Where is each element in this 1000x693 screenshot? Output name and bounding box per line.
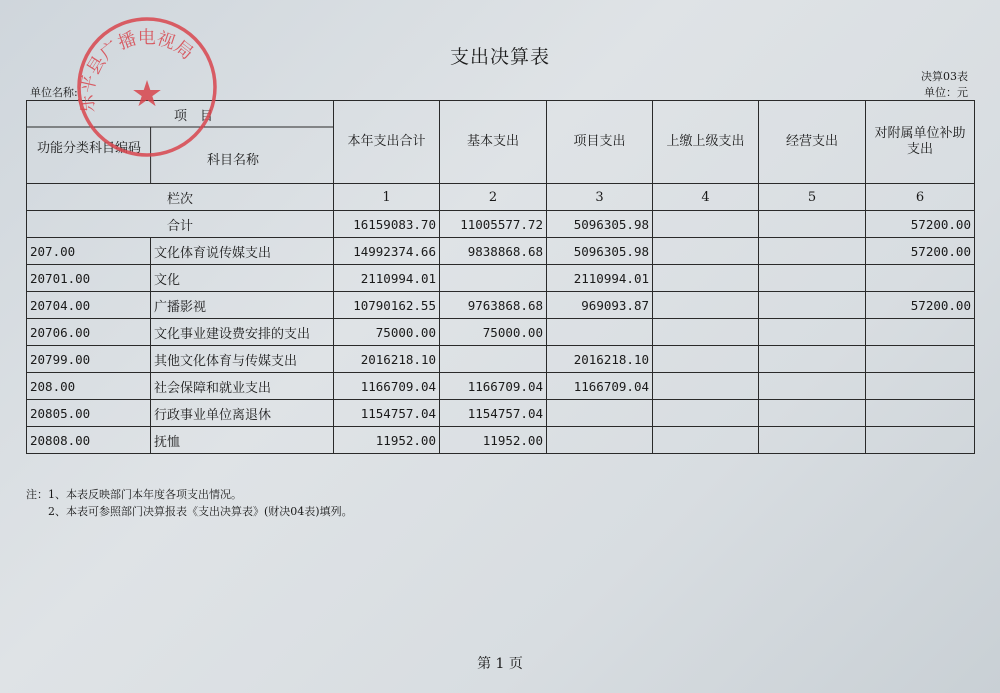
row-value bbox=[866, 373, 975, 400]
row-name: 文化事业建设费安排的支出 bbox=[151, 319, 334, 346]
row-value bbox=[547, 400, 653, 427]
row-value: 2016218.10 bbox=[547, 346, 653, 373]
row-value: 75000.00 bbox=[440, 319, 547, 346]
unit-measure: 单位：元 bbox=[924, 86, 968, 99]
col-header-subsidy: 对附属单位补助支出 bbox=[866, 101, 975, 184]
row-code: 207.00 bbox=[27, 238, 151, 265]
row-name: 社会保障和就业支出 bbox=[151, 373, 334, 400]
note-line: 2、本表可参照部门决算报表《支出决算表》(财决04表)填列。 bbox=[48, 505, 353, 518]
row-code: 20799.00 bbox=[27, 346, 151, 373]
row-value bbox=[866, 400, 975, 427]
row-code: 20808.00 bbox=[27, 427, 151, 454]
row-code: 20704.00 bbox=[27, 292, 151, 319]
total-value: 5096305.98 bbox=[547, 211, 653, 238]
row-name: 行政事业单位离退休 bbox=[151, 400, 334, 427]
row-code: 208.00 bbox=[27, 373, 151, 400]
note-line: 注：1、本表反映部门本年度各项支出情况。 bbox=[26, 488, 242, 501]
row-value: 11952.00 bbox=[440, 427, 547, 454]
row-name: 其他文化体育与传媒支出 bbox=[151, 346, 334, 373]
row-value bbox=[547, 427, 653, 454]
row-code: 20701.00 bbox=[27, 265, 151, 292]
notes bbox=[26, 486, 353, 520]
table-row bbox=[27, 373, 975, 400]
row-value bbox=[759, 400, 866, 427]
row-value bbox=[759, 319, 866, 346]
name-label: 科目名称 bbox=[207, 153, 260, 168]
row-name: 抚恤 bbox=[151, 427, 334, 454]
row-name: 广播影视 bbox=[151, 292, 334, 319]
col-header-total: 本年支出合计 bbox=[334, 101, 440, 184]
unit-name-label: 单位名称: bbox=[30, 86, 78, 99]
row-value: 2110994.01 bbox=[547, 265, 653, 292]
table-row bbox=[27, 400, 975, 427]
official-seal-stamp bbox=[72, 12, 222, 162]
column-number: 5 bbox=[759, 184, 866, 211]
row-name: 文化 bbox=[151, 265, 334, 292]
row-value: 1166709.04 bbox=[547, 373, 653, 400]
total-value: 16159083.70 bbox=[334, 211, 440, 238]
row-value bbox=[653, 319, 759, 346]
table-row bbox=[27, 427, 975, 454]
page-title: 支出决算表 bbox=[449, 46, 550, 68]
row-value bbox=[759, 346, 866, 373]
row-value bbox=[653, 400, 759, 427]
col-header-project: 项目支出 bbox=[547, 101, 653, 184]
page-number: 第 1 页 bbox=[477, 656, 523, 672]
row-name: 文化体育说传媒支出 bbox=[151, 238, 334, 265]
row-value bbox=[653, 427, 759, 454]
table-row bbox=[27, 238, 975, 265]
row-code: 20706.00 bbox=[27, 319, 151, 346]
code-label: 功能分类科目编码 bbox=[37, 141, 142, 156]
col-header-business: 经营支出 bbox=[759, 101, 866, 184]
total-value: 11005577.72 bbox=[440, 211, 547, 238]
row-value bbox=[866, 319, 975, 346]
total-value bbox=[653, 211, 759, 238]
table-number: 决算03表 bbox=[921, 70, 968, 83]
total-value: 57200.00 bbox=[866, 211, 975, 238]
row-value bbox=[440, 265, 547, 292]
row-value bbox=[759, 292, 866, 319]
table-row bbox=[27, 292, 975, 319]
row-value bbox=[759, 373, 866, 400]
row-value: 5096305.98 bbox=[547, 238, 653, 265]
row-value bbox=[866, 427, 975, 454]
item-label: 项 目 bbox=[173, 109, 213, 124]
row-value bbox=[759, 427, 866, 454]
row-value: 1154757.04 bbox=[334, 400, 440, 427]
row-value bbox=[653, 346, 759, 373]
row-value: 10790162.55 bbox=[334, 292, 440, 319]
row-value: 14992374.66 bbox=[334, 238, 440, 265]
totals-row bbox=[27, 211, 975, 238]
row-value bbox=[547, 319, 653, 346]
row-value: 1166709.04 bbox=[440, 373, 547, 400]
row-value: 1166709.04 bbox=[334, 373, 440, 400]
row-value: 57200.00 bbox=[866, 238, 975, 265]
totals-label: 合计 bbox=[27, 211, 334, 238]
stamp-text: 乐平县广播电视局 bbox=[76, 27, 198, 114]
table-row bbox=[27, 319, 975, 346]
column-number: 2 bbox=[440, 184, 547, 211]
row-value: 2110994.01 bbox=[334, 265, 440, 292]
row-value bbox=[866, 265, 975, 292]
column-order-row bbox=[27, 184, 975, 211]
row-value bbox=[653, 373, 759, 400]
table-row bbox=[27, 265, 975, 292]
row-value bbox=[653, 238, 759, 265]
table-row bbox=[27, 346, 975, 373]
col-header-superior: 上缴上级支出 bbox=[653, 101, 759, 184]
total-value bbox=[759, 211, 866, 238]
row-value: 1154757.04 bbox=[440, 400, 547, 427]
row-value: 969093.87 bbox=[547, 292, 653, 319]
row-value bbox=[759, 238, 866, 265]
row-code: 20805.00 bbox=[27, 400, 151, 427]
row-value bbox=[866, 346, 975, 373]
column-number: 3 bbox=[547, 184, 653, 211]
column-number: 4 bbox=[653, 184, 759, 211]
column-order-label: 栏次 bbox=[27, 184, 334, 211]
row-value: 75000.00 bbox=[334, 319, 440, 346]
row-value bbox=[653, 265, 759, 292]
row-value: 9838868.68 bbox=[440, 238, 547, 265]
row-value: 2016218.10 bbox=[334, 346, 440, 373]
row-value: 57200.00 bbox=[866, 292, 975, 319]
row-value: 9763868.68 bbox=[440, 292, 547, 319]
col-header-basic: 基本支出 bbox=[440, 101, 547, 184]
row-value bbox=[759, 265, 866, 292]
stamp-star-icon: ★ bbox=[130, 74, 164, 115]
column-number: 6 bbox=[866, 184, 975, 211]
row-value bbox=[440, 346, 547, 373]
row-value bbox=[653, 292, 759, 319]
column-number: 1 bbox=[334, 184, 440, 211]
row-value: 11952.00 bbox=[334, 427, 440, 454]
